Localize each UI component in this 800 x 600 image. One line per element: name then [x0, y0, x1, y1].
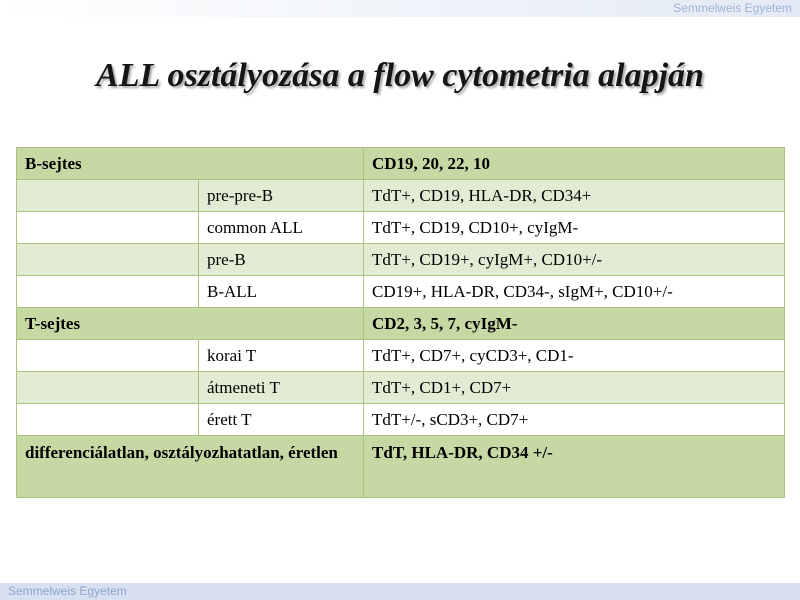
subtype-cell: B-ALL [199, 276, 364, 308]
table-row [17, 212, 785, 244]
table-row [17, 340, 785, 372]
slide-title: ALL osztályozása a flow cytometria alapján [96, 57, 704, 94]
category-cell [17, 276, 199, 308]
markers-cell: TdT+, CD1+, CD7+ [364, 372, 785, 404]
group-markers-cell: CD19, 20, 22, 10 [364, 148, 785, 180]
group-markers-cell: CD2, 3, 5, 7, cyIgM- [364, 308, 785, 340]
table-row [17, 180, 785, 212]
markers-cell: TdT+/-, sCD3+, CD7+ [364, 404, 785, 436]
subtype-cell: érett T [199, 404, 364, 436]
group-name-cell: differenciálatlan, osztályozhatatlan, éretlen [17, 436, 364, 498]
table-row-t-cell [17, 308, 785, 340]
category-cell [17, 404, 199, 436]
group-markers-cell: TdT, HLA-DR, CD34 +/- [364, 436, 785, 498]
subtype-cell: átmeneti T [199, 372, 364, 404]
category-cell [17, 340, 199, 372]
category-cell [17, 212, 199, 244]
table-row-b-cell [17, 148, 785, 180]
markers-cell: CD19+, HLA-DR, CD34-, sIgM+, CD10+/- [364, 276, 785, 308]
table-row [17, 244, 785, 276]
table-row [17, 372, 785, 404]
markers-cell: TdT+, CD19, HLA-DR, CD34+ [364, 180, 785, 212]
group-name-cell: B-sejtes [17, 148, 364, 180]
category-cell [17, 180, 199, 212]
header-brand: Semmelweis Egyetem [673, 1, 792, 15]
subtype-cell: korai T [199, 340, 364, 372]
category-cell [17, 244, 199, 276]
subtype-cell: common ALL [199, 212, 364, 244]
table-row [17, 276, 785, 308]
markers-cell: TdT+, CD19+, cyIgM+, CD10+/- [364, 244, 785, 276]
markers-cell: TdT+, CD7+, cyCD3+, CD1- [364, 340, 785, 372]
subtype-cell: pre-pre-B [199, 180, 364, 212]
footer-bar [0, 583, 800, 600]
classification-table [16, 147, 785, 498]
footer-brand: Semmelweis Egyetem [8, 584, 127, 598]
table-row-undifferentiated [17, 436, 785, 498]
category-cell [17, 372, 199, 404]
table-row [17, 404, 785, 436]
markers-cell: TdT+, CD19, CD10+, cyIgM- [364, 212, 785, 244]
group-name-cell: T-sejtes [17, 308, 364, 340]
subtype-cell: pre-B [199, 244, 364, 276]
header-bar [0, 0, 800, 17]
